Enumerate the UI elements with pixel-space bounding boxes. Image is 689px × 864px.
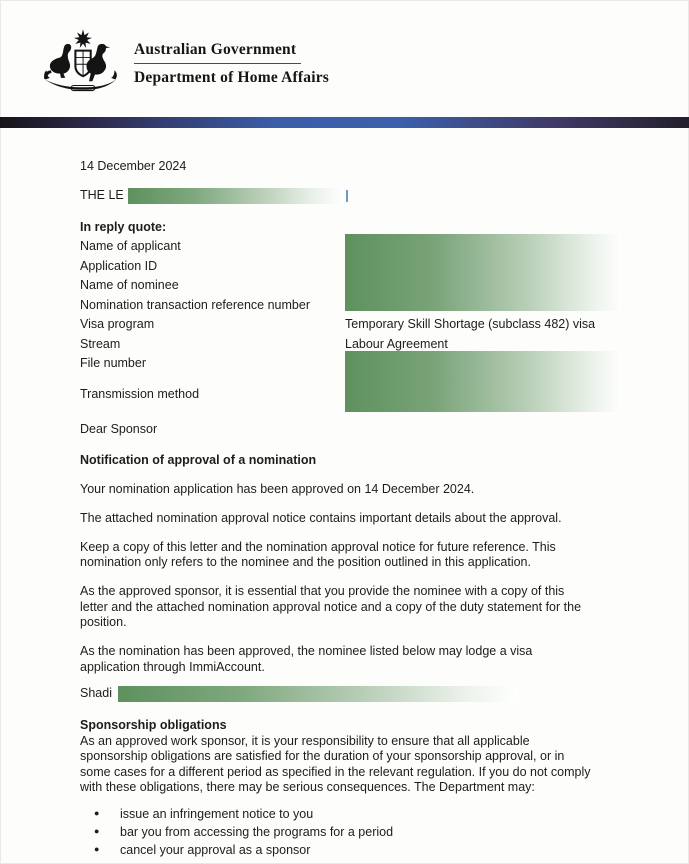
paragraph-line: Keep a copy of this letter and the nomination approval notice for future reference. This <box>80 539 556 554</box>
paragraph-line: As the approved sponsor, it is essential that you provide the nominee with a copy of this <box>80 584 565 598</box>
paragraph-line: some cases for a different period as specified in the relevant regulation. If you do not comply <box>80 764 591 779</box>
letter-body <box>0 128 689 858</box>
field-label-name-of-nominee: Name of nominee <box>80 278 179 292</box>
paragraph-provide-nominee <box>80 584 612 631</box>
letterhead <box>0 0 689 117</box>
nominee-visible-text: Shadi <box>80 686 112 701</box>
field-label-nomination-ref: Nomination transaction reference number <box>80 297 310 312</box>
sponsorship-obligations-heading: Sponsorship obligations <box>80 718 227 732</box>
crest-divider <box>134 63 301 64</box>
consequences-list <box>80 807 612 859</box>
government-title: Australian Government <box>134 41 297 58</box>
paragraph-line: letter and the attached nomination approval notice and a copy of the duty statement for the <box>80 599 582 614</box>
paragraph-line: As the nomination has been approved, the nominee listed below may lodge a visa <box>80 644 533 658</box>
list-item: ● bar you from accessing the programs for a period <box>80 825 612 841</box>
in-reply-quote-heading: In reply quote: <box>80 219 167 234</box>
paragraph-line: As an approved work sponsor, it is your responsibility to ensure that all applicable <box>80 733 530 748</box>
nominee-line <box>80 686 612 702</box>
redaction-block-nominee <box>118 686 518 702</box>
paragraph-lodge-visa <box>80 644 612 675</box>
paragraph-keep-copy <box>80 540 612 571</box>
redaction-block-file-transmission <box>345 351 622 412</box>
paragraph-line: nomination only refers to the nominee and the position outlined in this application. <box>80 555 531 569</box>
paragraph-attached-notice <box>80 511 612 527</box>
brand-bar <box>0 117 689 128</box>
salutation: Dear Sponsor <box>80 422 158 436</box>
addressee-visible-text: THE LE <box>80 187 124 202</box>
australian-coat-of-arms-icon <box>38 26 123 94</box>
department-title: Department of Home Affairs <box>134 69 330 86</box>
list-item: ● cancel your approval as a sponsor <box>80 843 612 859</box>
paragraph-approved <box>80 482 612 498</box>
field-value-stream: Labour Agreement <box>345 336 448 351</box>
redaction-block-addressee <box>128 188 344 204</box>
paragraph-line: The attached nomination approval notice contains important details about the approval. <box>80 510 562 525</box>
reference-fields <box>80 239 612 422</box>
paragraph-line: application through ImmiAccount. <box>80 659 265 674</box>
addressee-line <box>80 188 612 204</box>
field-label-visa-program: Visa program <box>80 317 155 331</box>
field-label-name-of-applicant: Name of applicant <box>80 239 181 253</box>
subject-heading: Notification of approval of a nomination <box>80 452 317 467</box>
field-label-stream: Stream <box>80 336 121 351</box>
paragraph-line: Your nomination application has been approved on 14 December 2024. <box>80 481 475 496</box>
paragraph-line: sponsorship obligations are satisfied for the duration of your sponsorship approval, or in <box>80 749 565 763</box>
paragraph-line: with these obligations, there may be serious consequences. The Department may: <box>80 780 535 794</box>
field-label-file-number: File number <box>80 356 146 370</box>
letter-date: 14 December 2024 <box>80 159 187 173</box>
field-label-application-id: Application ID <box>80 258 158 273</box>
cursor-artifact <box>346 190 348 202</box>
sponsorship-obligations-body <box>80 734 612 796</box>
field-label-transmission-method: Transmission method <box>80 387 200 401</box>
redaction-block-identifiers <box>345 234 622 311</box>
paragraph-line: position. <box>80 615 127 629</box>
list-item: ● issue an infringement notice to you <box>80 807 612 823</box>
field-value-visa-program: Temporary Skill Shortage (subclass 482) visa <box>345 317 596 331</box>
